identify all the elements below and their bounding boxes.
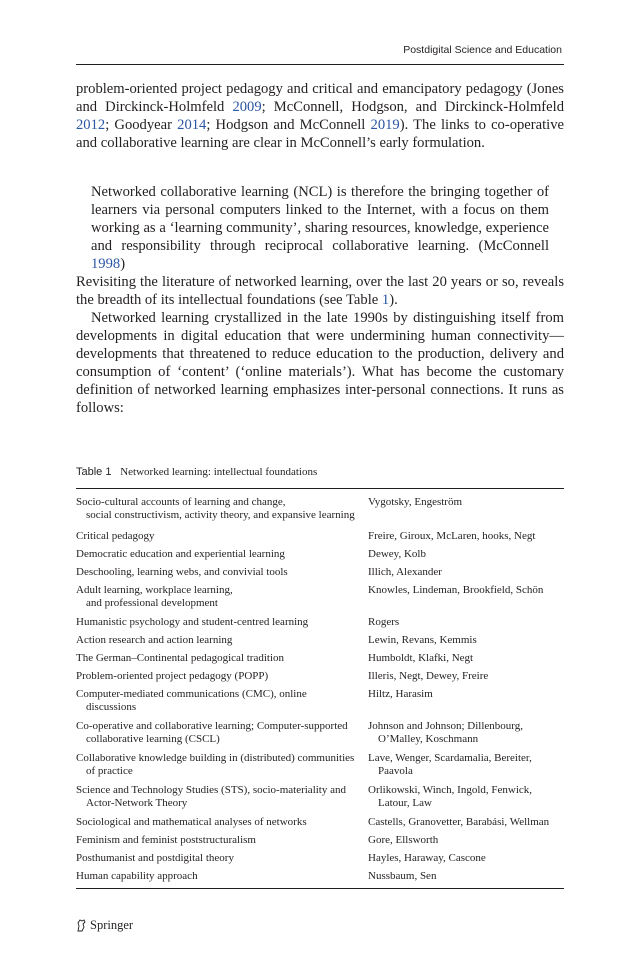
text-run: )	[120, 256, 126, 272]
cell-line: Orlikowski, Winch, Ingold, Fenwick,	[368, 784, 533, 796]
cell-line: social constructivism, activity theory, and expansive learning	[86, 509, 355, 521]
table-cell-authors	[368, 584, 568, 597]
text-run: ; Goodyear	[105, 117, 178, 133]
table-bottom-rule	[76, 888, 564, 889]
cell-line: Lewin, Revans, Kemmis	[368, 634, 477, 646]
table-cell-foundation	[76, 670, 366, 683]
text-run: problem-oriented project pedagogy and critical and emancipatory pedagogy (Jones and Dirckinck-Holmfeld	[76, 81, 564, 115]
text-run: ). The links to co-operative and collaborative learning are clear in McConnell’s early formulation.	[76, 117, 564, 151]
text-run: ; Hodgson and McConnell	[206, 117, 371, 133]
citation-link[interactable]: 2019	[370, 117, 400, 133]
table-cell-foundation	[76, 584, 366, 610]
cell-line: Johnson and Johnson; Dillenbourg,	[368, 720, 524, 732]
cell-line: discussions	[86, 701, 137, 713]
cell-line: Gore, Ellsworth	[368, 834, 439, 846]
table-cell-foundation	[76, 616, 366, 629]
table-cell-foundation	[76, 752, 366, 778]
cell-line: Science and Technology Studies (STS), socio-materiality and	[76, 784, 346, 796]
table-cell-authors	[368, 566, 568, 579]
cell-line: Critical pedagogy	[76, 530, 155, 542]
cell-line: Action research and action learning	[76, 634, 233, 646]
cell-line: Illeris, Negt, Dewey, Freire	[368, 670, 489, 682]
citation-link[interactable]: 2009	[232, 99, 262, 115]
cell-line: Latour, Law	[378, 797, 432, 809]
table-top-rule	[76, 488, 564, 489]
table-cell-authors	[368, 670, 568, 683]
table-title: Networked learning: intellectual foundations	[120, 466, 318, 478]
table-label: Table 1	[76, 466, 112, 478]
cell-line: Paavola	[378, 765, 413, 777]
table-cell-authors	[368, 784, 568, 810]
springer-horse-icon	[76, 919, 87, 932]
citation-link[interactable]: 2012	[76, 117, 106, 133]
text-run: ; McConnell, Hodgson, and Dirckinck-Holmfeld	[261, 99, 564, 115]
cell-line: Democratic education and experiential learning	[76, 548, 285, 560]
table-cell-foundation	[76, 870, 366, 883]
cell-line: Collaborative knowledge building in (distributed) communities	[76, 752, 355, 764]
citation-link[interactable]: 1	[381, 292, 390, 308]
cell-line: Co-operative and collaborative learning; Computer-supported	[76, 720, 348, 732]
cell-line: Actor-Network Theory	[86, 797, 188, 809]
cell-line: Hayles, Haraway, Cascone	[368, 852, 486, 864]
table-cell-foundation	[76, 784, 366, 810]
table-cell-foundation	[76, 566, 366, 579]
cell-line: of practice	[86, 765, 133, 777]
publisher-name: Springer	[90, 918, 134, 932]
table-cell-authors	[368, 870, 568, 883]
paragraph-revisiting	[76, 273, 564, 309]
table-cell-foundation	[76, 688, 366, 714]
table-caption	[76, 466, 317, 478]
table-cell-foundation	[76, 496, 366, 522]
cell-line: Dewey, Kolb	[368, 548, 426, 560]
citation-link[interactable]: 2014	[177, 117, 207, 133]
cell-line: Humanistic psychology and student-centred learning	[76, 616, 309, 628]
table-cell-foundation	[76, 634, 366, 647]
citation-link[interactable]: 1998	[91, 256, 121, 272]
cell-line: collaborative learning (CSCL)	[86, 733, 220, 745]
cell-line: and professional development	[86, 597, 218, 609]
cell-line: Adult learning, workplace learning,	[76, 584, 233, 596]
cell-line: Socio-cultural accounts of learning and change,	[76, 496, 286, 508]
table-cell-foundation	[76, 720, 366, 746]
table-cell-foundation	[76, 834, 366, 847]
table-cell-authors	[368, 530, 568, 543]
table-cell-authors	[368, 852, 568, 865]
table-cell-authors	[368, 720, 568, 746]
cell-line: Knowles, Lindeman, Brookfield, Schön	[368, 584, 544, 596]
cell-line: Problem-oriented project pedagogy (POPP)	[76, 670, 269, 682]
table-cell-authors	[368, 652, 568, 665]
cell-line: Lave, Wenger, Scardamalia, Bereiter,	[368, 752, 532, 764]
paragraph-crystallized	[76, 309, 564, 417]
cell-line: Rogers	[368, 616, 400, 628]
table-cell-foundation	[76, 530, 366, 543]
cell-line: Castells, Granovetter, Barabási, Wellman	[368, 816, 550, 828]
table-cell-authors	[368, 752, 568, 778]
table-cell-foundation	[76, 548, 366, 561]
table-cell-foundation	[76, 852, 366, 865]
cell-line: Feminism and feminist poststructuralism	[76, 834, 256, 846]
cell-line: Posthumanist and postdigital theory	[76, 852, 234, 864]
cell-line: Hiltz, Harasim	[368, 688, 433, 700]
cell-line: Vygotsky, Engeström	[368, 496, 463, 508]
table-cell-authors	[368, 496, 568, 509]
table-cell-authors	[368, 616, 568, 629]
table-cell-authors	[368, 816, 568, 829]
table-cell-authors	[368, 834, 568, 847]
cell-line: Deschooling, learning webs, and convivial tools	[76, 566, 288, 578]
text-run: Revisiting the literature of networked learning, over the last 20 years or so, reveals the breadth of its intellectual foundations (see Table	[76, 274, 564, 308]
text-run: ).	[389, 292, 398, 308]
paragraph-intro	[76, 80, 564, 152]
cell-line: Humboldt, Klafki, Negt	[368, 652, 474, 664]
cell-line: Illich, Alexander	[368, 566, 442, 578]
text-run: Networked collaborative learning (NCL) is therefore the bringing together of learners via personal computers linked to the Internet, with a focus on them working as a ‘learning community’, sharing resources, knowledge, experience and responsibility through reciprocal collaborative learning. (McConnell	[91, 184, 549, 254]
table-cell-authors	[368, 548, 568, 561]
running-header: Postdigital Science and Education	[403, 44, 562, 56]
cell-line: Sociological and mathematical analyses of networks	[76, 816, 307, 828]
text-run: Networked learning crystallized in the late 1990s by distinguishing itself from developments in digital education that were undermining human connectivity—developments that threatened to reduce education to the production, delivery and consumption of ‘content’ (‘online materials’). What has become the customary definition of networked learning emphasizes inter-personal connections. It runs as follows:	[76, 310, 564, 416]
cell-line: O’Malley, Koschmann	[378, 733, 479, 745]
cell-line: The German–Continental pedagogical tradition	[76, 652, 285, 664]
table-cell-authors	[368, 688, 568, 701]
cell-line: Freire, Giroux, McLaren, hooks, Negt	[368, 530, 536, 542]
publisher-footer	[76, 918, 133, 933]
table-cell-foundation	[76, 652, 366, 665]
block-quote	[91, 183, 549, 273]
cell-line: Nussbaum, Sen	[368, 870, 437, 882]
cell-line: Human capability approach	[76, 870, 198, 882]
table-cell-foundation	[76, 816, 366, 829]
table-cell-authors	[368, 634, 568, 647]
cell-line: Computer-mediated communications (CMC), online	[76, 688, 307, 700]
header-rule	[76, 64, 564, 65]
